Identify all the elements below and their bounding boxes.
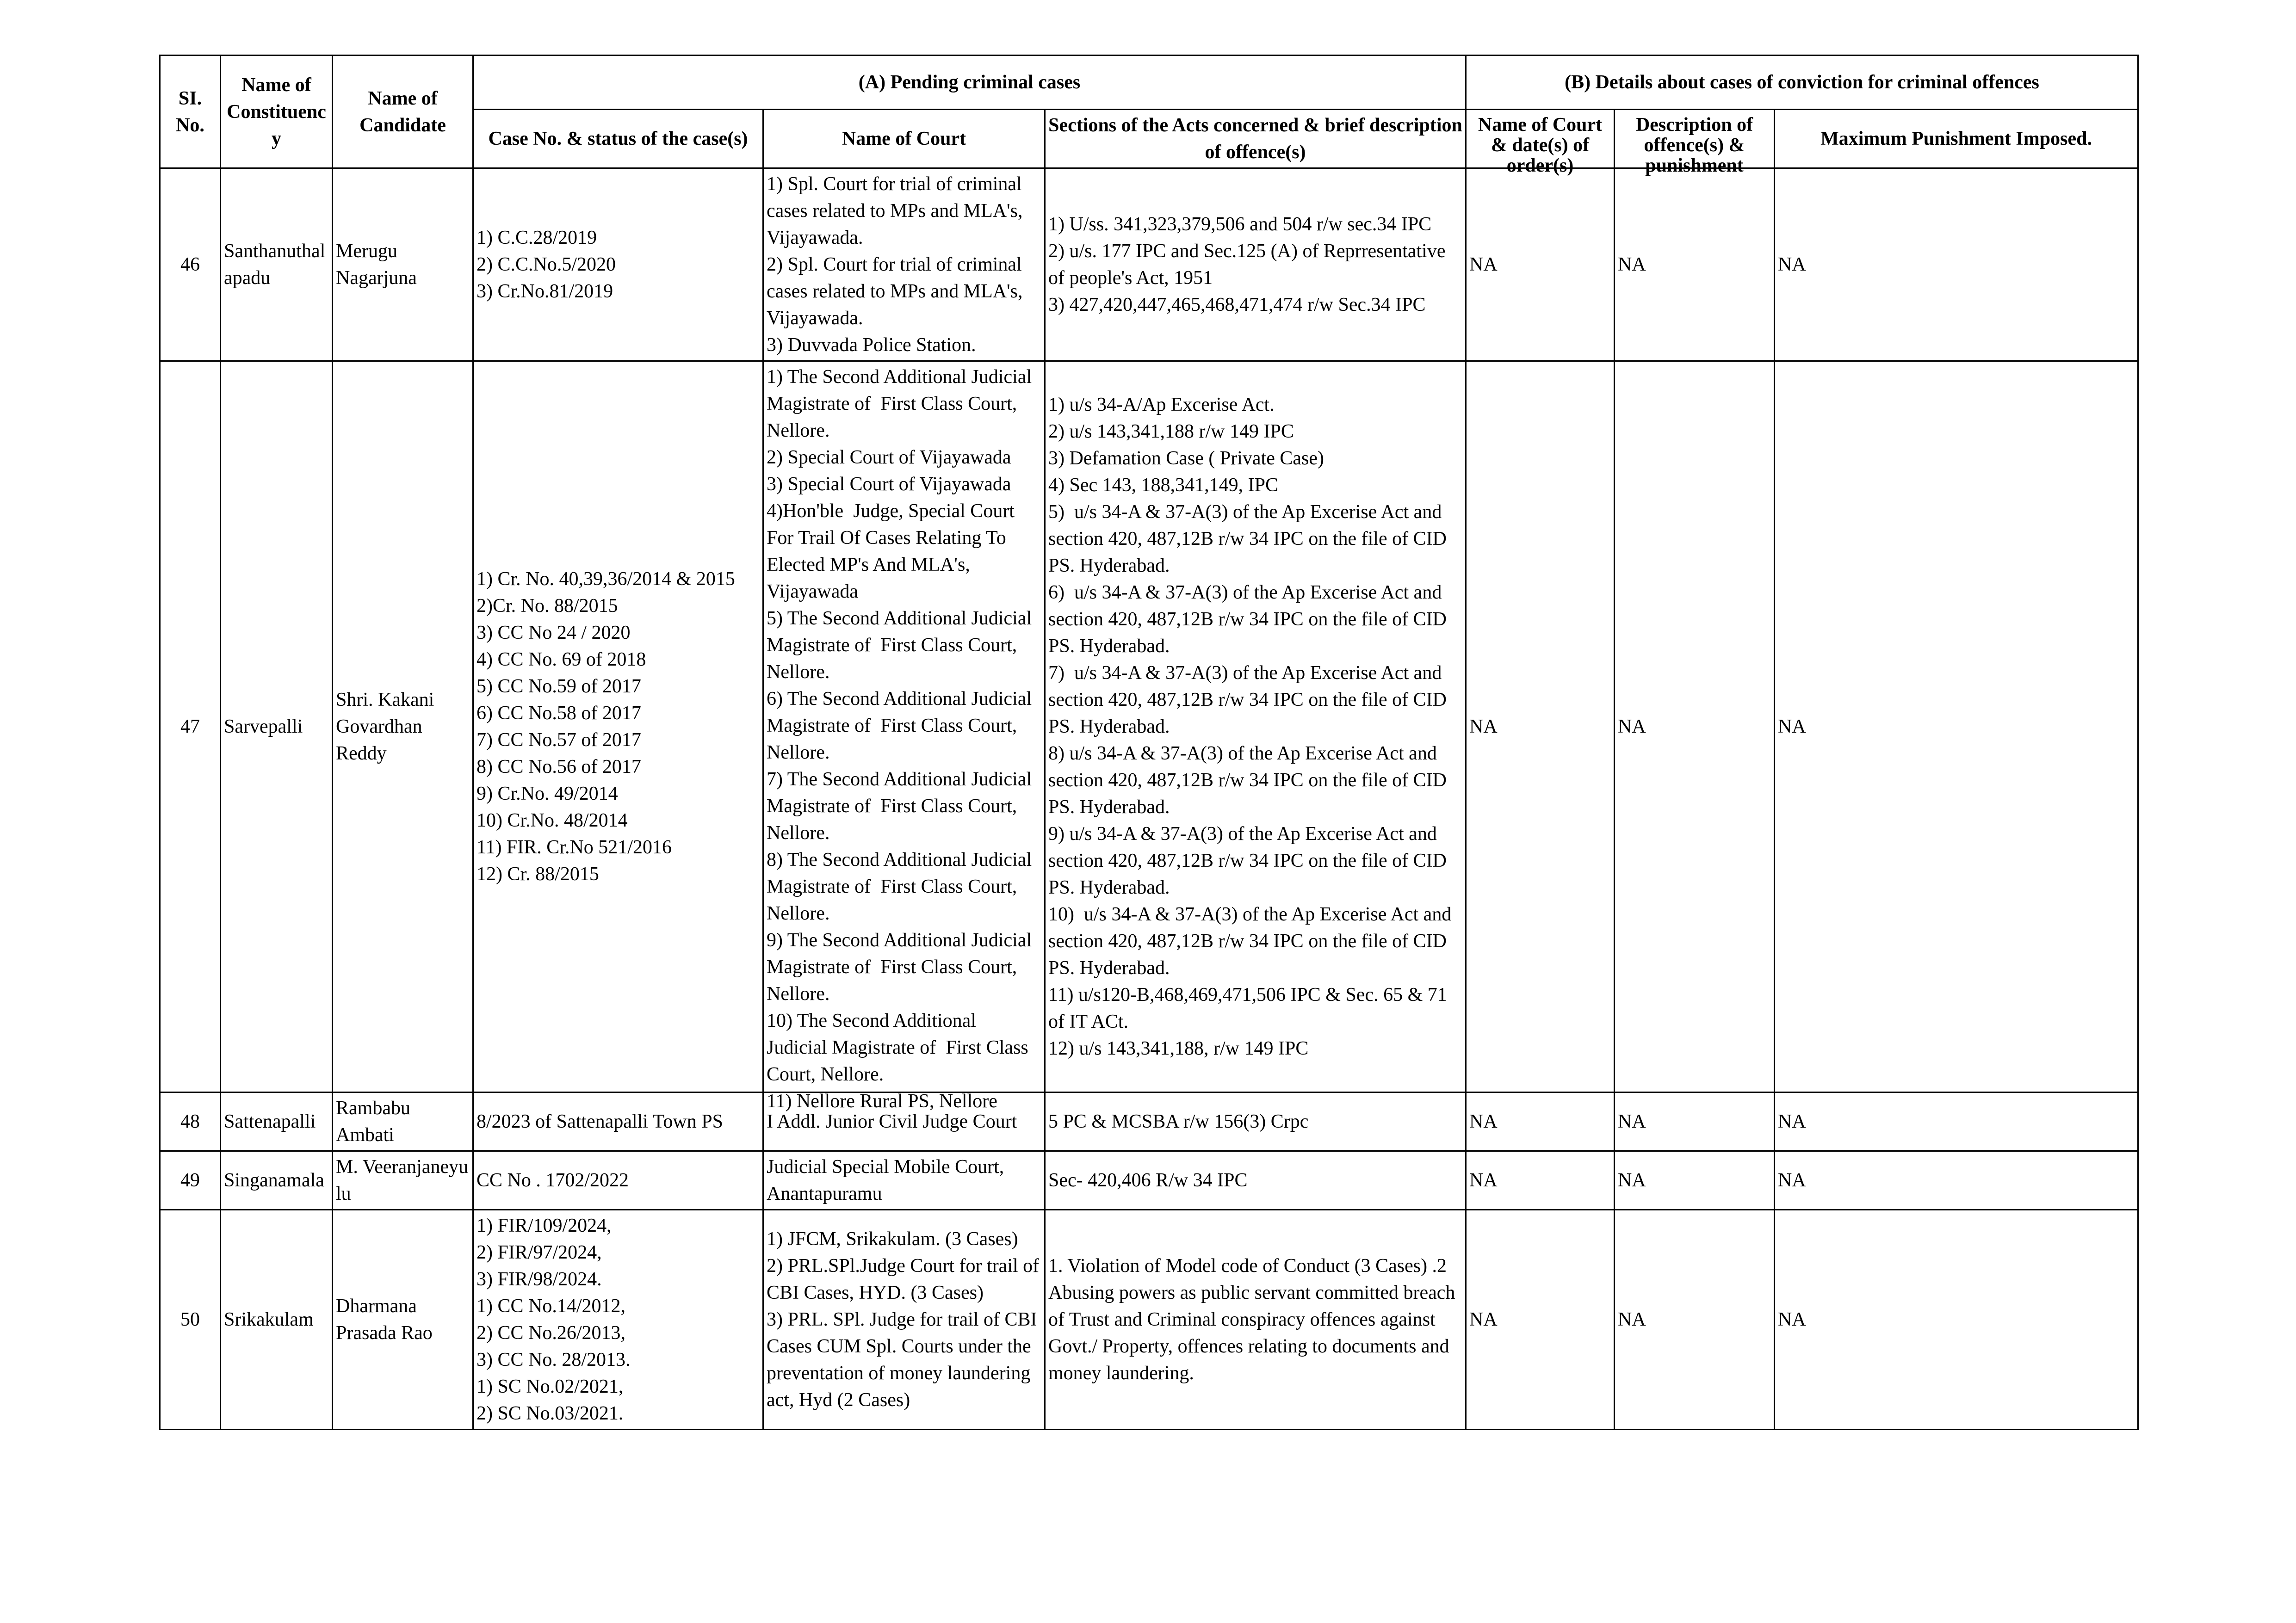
cell-constituency: Santhanuthalapadu	[221, 168, 333, 361]
cell-candidate: Shri. Kakani Govardhan Reddy	[333, 361, 473, 1092]
cell-max-punishment: NA	[1775, 1092, 2138, 1151]
cell-conviction-court: NA	[1466, 1092, 1615, 1151]
criminal-cases-table	[159, 55, 2139, 1430]
header-sl-no: SI. No.	[160, 56, 221, 168]
header-convictions: (B) Details about cases of conviction for criminal offences	[1466, 56, 2138, 110]
cell-court: I Addl. Junior Civil Judge Court	[763, 1092, 1045, 1151]
table-row	[160, 361, 2138, 1092]
table-row	[160, 1092, 2138, 1151]
cell-offence-description: NA	[1615, 1151, 1775, 1210]
cell-candidate: Rambabu Ambati	[333, 1092, 473, 1151]
cell-offence-description: NA	[1615, 361, 1775, 1092]
cell-cases: CC No . 1702/2022	[473, 1151, 763, 1210]
cell-sections: Sec- 420,406 R/w 34 IPC	[1045, 1151, 1466, 1210]
cell-cases: 1) C.C.28/2019 2) C.C.No.5/2020 3) Cr.No.81/2019	[473, 168, 763, 361]
cell-conviction-court: NA	[1466, 1151, 1615, 1210]
header-court: Name of Court	[763, 110, 1045, 168]
cell-cases: 8/2023 of Sattenapalli Town PS	[473, 1092, 763, 1151]
cell-offence-description: NA	[1615, 168, 1775, 361]
cell-candidate: Dharmana Prasada Rao	[333, 1210, 473, 1430]
header-offence-description: Description of offence(s) & punishment	[1615, 110, 1775, 168]
cell-candidate: M. Veeranjaneyulu	[333, 1151, 473, 1210]
header-candidate: Name of Candidate	[333, 56, 473, 168]
header-conviction-court: Name of Court & date(s) of order(s)	[1466, 110, 1615, 168]
table-row	[160, 168, 2138, 361]
cell-court: 1) Spl. Court for trial of criminal cases related to MPs and MLA's, Vijayawada. 2) Spl. Court for trial of criminal cases related to MPs and MLA's, Vijayawada. 3) Duvvada Police Station.	[763, 168, 1045, 361]
cell-constituency: Sarvepalli	[221, 361, 333, 1092]
cell-sl: 46	[160, 168, 221, 361]
cell-sections: 1) U/ss. 341,323,379,506 and 504 r/w sec.34 IPC 2) u/s. 177 IPC and Sec.125 (A) of Reprresentative of people's Act, 1951 3) 427,420,447,465,468,471,474 r/w Sec.34 IPC	[1045, 168, 1466, 361]
header-constituency: Name of Constituency	[221, 56, 333, 168]
cell-max-punishment: NA	[1775, 168, 2138, 361]
cell-sections: 1. Violation of Model code of Conduct (3 Cases) .2 Abusing powers as public servant committed breach of Trust and Criminal conspiracy offences against Govt./ Property, offences relating to documents and money laundering.	[1045, 1210, 1466, 1430]
cell-cases: 1) Cr. No. 40,39,36/2014 & 2015 2)Cr. No. 88/2015 3) CC No 24 / 2020 4) CC No. 69 of 2018 5) CC No.59 of 2017 6) CC No.58 of 2017 7) CC No.57 of 2017 8) CC No.56 of 2017 9) Cr.No. 49/2014 10) Cr.No. 48/2014 11) FIR. Cr.No 521/2016 12) Cr. 88/2015	[473, 361, 763, 1092]
cell-constituency: Srikakulam	[221, 1210, 333, 1430]
cell-cases: 1) FIR/109/2024, 2) FIR/97/2024, 3) FIR/98/2024. 1) CC No.14/2012, 2) CC No.26/2013, 3) CC No. 28/2013. 1) SC No.02/2021, 2) SC No.03/2021.	[473, 1210, 763, 1430]
header-pending-cases: (A) Pending criminal cases	[473, 56, 1466, 110]
header-row-groups	[160, 56, 2138, 110]
cell-sl: 50	[160, 1210, 221, 1430]
cell-candidate: Merugu Nagarjuna	[333, 168, 473, 361]
table-row	[160, 1210, 2138, 1430]
cell-court: Judicial Special Mobile Court, Anantapuramu	[763, 1151, 1045, 1210]
cell-max-punishment: NA	[1775, 1210, 2138, 1430]
cell-offence-description: NA	[1615, 1210, 1775, 1430]
cell-max-punishment: NA	[1775, 361, 2138, 1092]
cell-conviction-court: NA	[1466, 361, 1615, 1092]
cell-sl: 49	[160, 1151, 221, 1210]
header-case-no: Case No. & status of the case(s)	[473, 110, 763, 168]
header-sections: Sections of the Acts concerned & brief description of offence(s)	[1045, 110, 1466, 168]
table-row	[160, 1151, 2138, 1210]
cell-conviction-court: NA	[1466, 1210, 1615, 1430]
cell-sections: 1) u/s 34-A/Ap Excerise Act. 2) u/s 143,341,188 r/w 149 IPC 3) Defamation Case ( Private Case) 4) Sec 143, 188,341,149, IPC 5) u/s 34-A & 37-A(3) of the Ap Excerise Act and section 420, 487,12B r/w 34 IPC on the file of CID PS. Hyderabad. 6) u/s 34-A & 37-A(3) of the Ap Excerise Act and section 420, 487,12B r/w 34 IPC on the file of CID PS. Hyderabad. 7) u/s 34-A & 37-A(3) of the Ap Excerise Act and section 420, 487,12B r/w 34 IPC on the file of CID PS. Hyderabad. 8) u/s 34-A & 37-A(3) of the Ap Excerise Act and section 420, 487,12B r/w 34 IPC on the file of CID PS. Hyderabad. 9) u/s 34-A & 37-A(3) of the Ap Excerise Act and section 420, 487,12B r/w 34 IPC on the file of CID PS. Hyderabad. 10) u/s 34-A & 37-A(3) of the Ap Excerise Act and section 420, 487,12B r/w 34 IPC on the file of CID PS. Hyderabad. 11) u/s120-B,468,469,471,506 IPC & Sec. 65 & 71 of IT ACt. 12) u/s 143,341,188, r/w 149 IPC	[1045, 361, 1466, 1092]
cell-max-punishment: NA	[1775, 1151, 2138, 1210]
cell-sections: 5 PC & MCSBA r/w 156(3) Crpc	[1045, 1092, 1466, 1151]
cell-sl: 48	[160, 1092, 221, 1151]
cell-constituency: Sattenapalli	[221, 1092, 333, 1151]
cell-court: 1) JFCM, Srikakulam. (3 Cases) 2) PRL.SPl.Judge Court for trail of CBI Cases, HYD. (3 Cases) 3) PRL. SPl. Judge for trail of CBI Cases CUM Spl. Courts under the preventation of money laundering act, Hyd (2 Cases)	[763, 1210, 1045, 1430]
cell-conviction-court: NA	[1466, 168, 1615, 361]
cell-offence-description: NA	[1615, 1092, 1775, 1151]
cell-court: 1) The Second Additional Judicial Magistrate of First Class Court, Nellore. 2) Special Court of Vijayawada 3) Special Court of Vijayawada 4)Hon'ble Judge, Special Court For Trail Of Cases Relating To Elected MP's And MLA's, Vijayawada 5) The Second Additional Judicial Magistrate of First Class Court, Nellore. 6) The Second Additional Judicial Magistrate of First Class Court, Nellore. 7) The Second Additional Judicial Magistrate of First Class Court, Nellore. 8) The Second Additional Judicial Magistrate of First Class Court, Nellore. 9) The Second Additional Judicial Magistrate of First Class Court, Nellore. 10) The Second Additional Judicial Magistrate of First Class Court, Nellore. 11) Nellore Rural PS, Nellore	[763, 361, 1045, 1092]
header-max-punishment: Maximum Punishment Imposed.	[1775, 110, 2138, 168]
cell-sl: 47	[160, 361, 221, 1092]
cell-constituency: Singanamala	[221, 1151, 333, 1210]
